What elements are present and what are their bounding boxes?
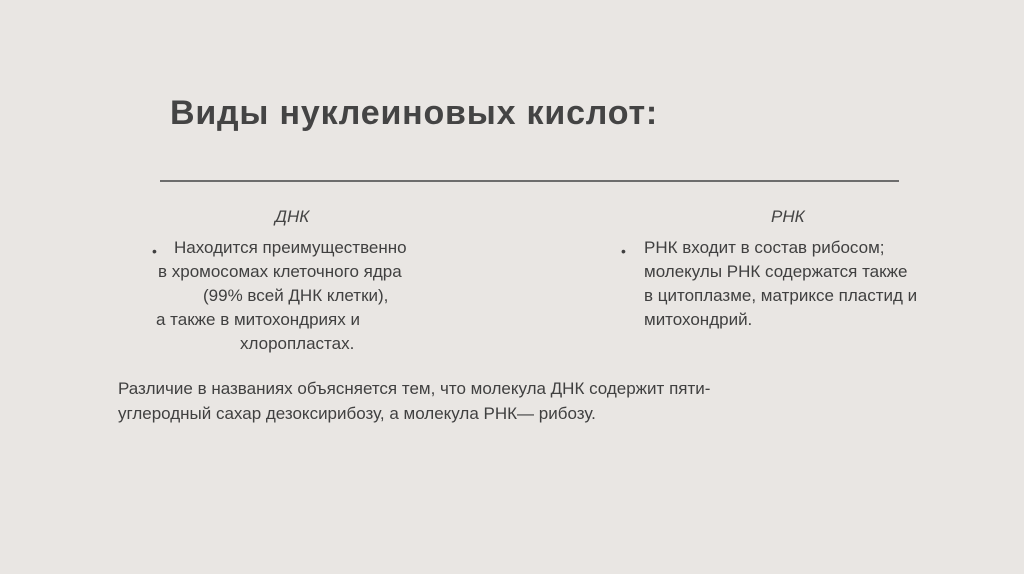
rna-line-1: РНК входит в состав рибосом; [644,238,885,257]
slide-title: Виды нуклеиновых кислот: [170,94,659,132]
difference-line-2: углеродный сахар дезоксирибозу, а молекула РНК— рибозу. [118,404,596,423]
rna-bullet: • [621,243,626,259]
dna-column-heading: ДНК [275,207,310,226]
dna-line-4: а также в митохондриях и [156,310,360,329]
rna-column-heading: РНК [771,207,805,226]
dna-bullet: • [152,243,157,259]
title-divider [160,180,899,182]
rna-line-2: молекулы РНК содержатся также [644,262,908,281]
rna-line-4: митохондрий. [644,310,753,329]
dna-line-5: хлоропластах. [240,334,355,353]
difference-line-1: Различие в названиях объясняется тем, что молекула ДНК содержит пяти- [118,379,711,398]
dna-line-1: Находится преимущественно [174,238,407,257]
dna-line-3: (99% всей ДНК клетки), [203,286,389,305]
dna-line-2: в хромосомах клеточного ядра [158,262,402,281]
difference-paragraph [118,376,710,426]
rna-line-3: в цитоплазме, матриксе пластид и [644,286,918,305]
